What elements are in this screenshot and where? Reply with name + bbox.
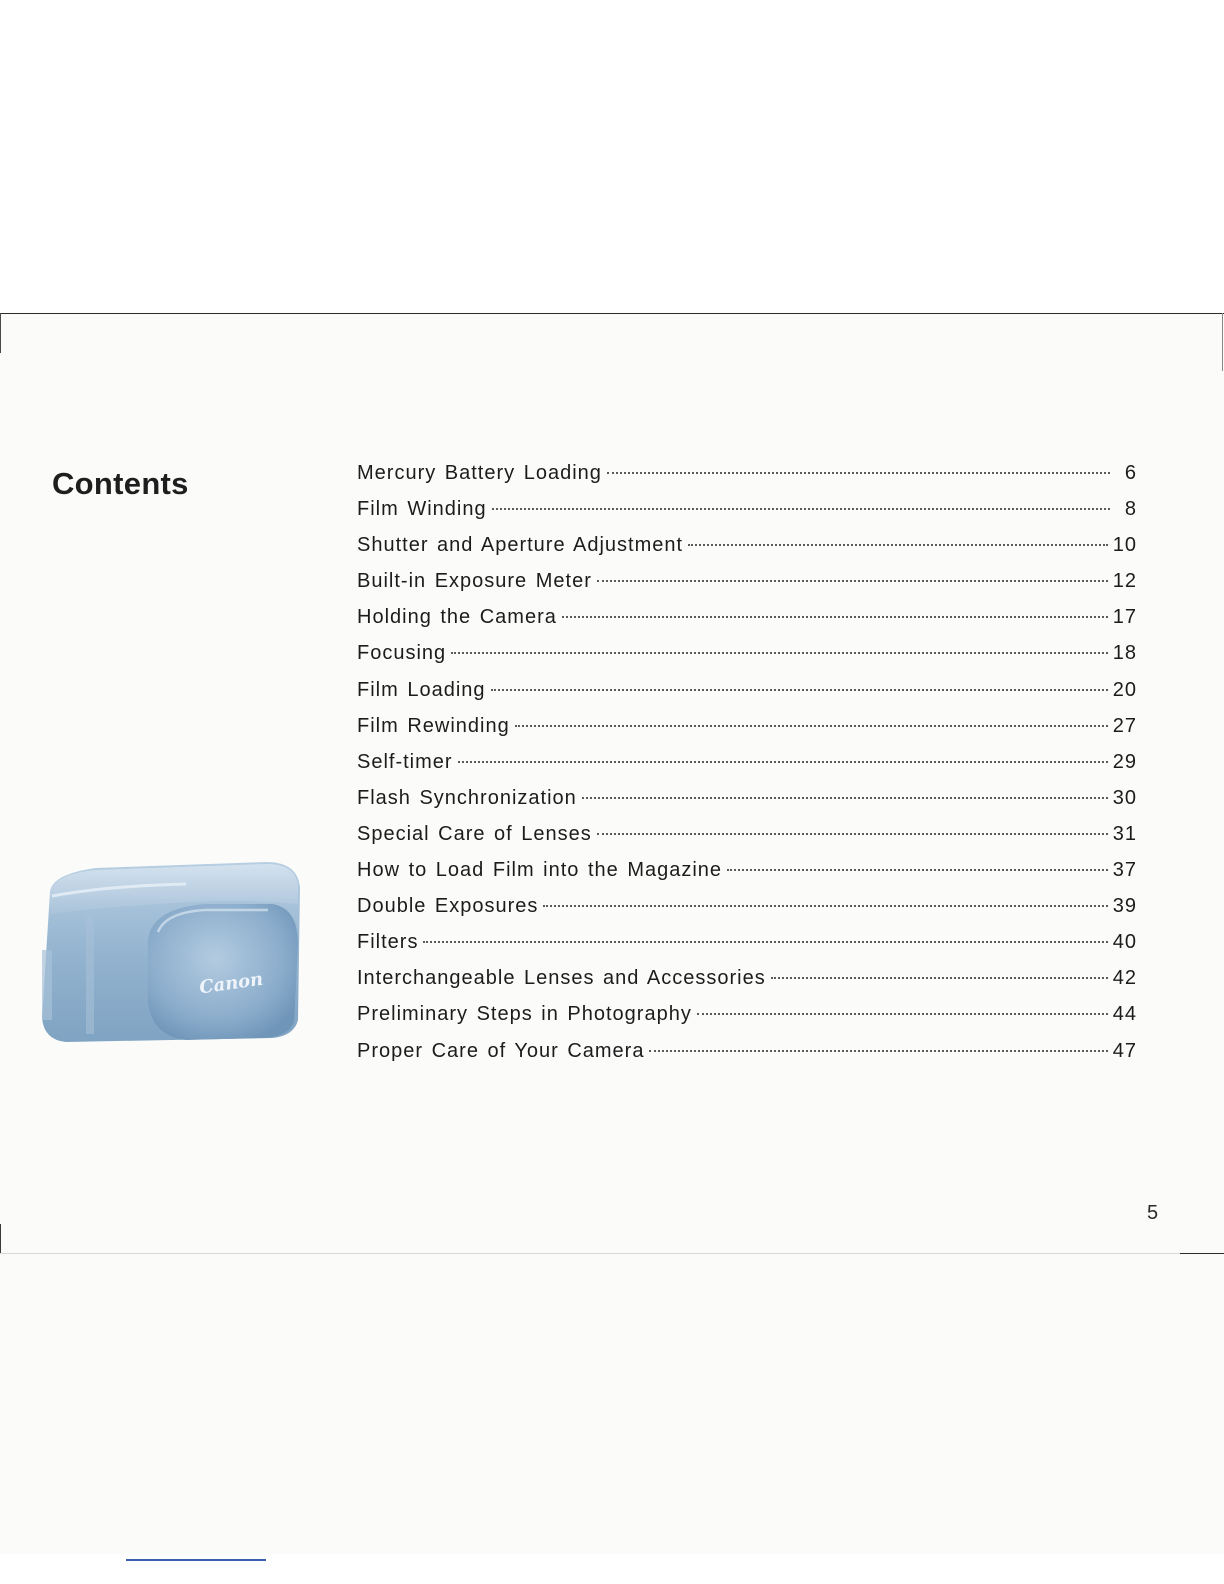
toc-entry[interactable]	[357, 642, 1137, 678]
bottom-border-line	[0, 1253, 1224, 1254]
toc-entry-page: 18	[1112, 642, 1137, 665]
toc-entry-title: Film Loading	[357, 678, 486, 701]
toc-entry-page: 30	[1112, 786, 1137, 809]
toc-entry[interactable]	[357, 895, 1137, 931]
toc-entry-title: Preliminary Steps in Photography	[357, 1003, 692, 1026]
table-of-contents	[357, 462, 1137, 1076]
toc-entry-page: 17	[1112, 606, 1137, 629]
toc-entry-title: Shutter and Aperture Adjustment	[357, 534, 684, 557]
toc-dot-leader	[697, 1013, 1108, 1015]
camera-case-photo	[36, 852, 308, 1044]
toc-entry-page: 42	[1112, 967, 1137, 990]
toc-entry[interactable]	[357, 931, 1137, 967]
toc-entry-page: 8	[1124, 498, 1137, 521]
lens-cap-shape	[148, 904, 298, 1040]
toc-entry-title: Holding the Camera	[357, 606, 557, 629]
bottom-right-corner-mark	[1180, 1253, 1224, 1254]
toc-dot-leader	[543, 905, 1107, 907]
toc-entry-page: 44	[1112, 1003, 1137, 1026]
toc-entry-title: Double Exposures	[357, 895, 539, 918]
toc-entry-page: 31	[1112, 822, 1137, 845]
toc-dot-leader	[423, 941, 1107, 943]
toc-entry[interactable]	[357, 570, 1137, 606]
page-number: 5	[1147, 1202, 1159, 1224]
toc-dot-leader	[492, 508, 1110, 510]
toc-entry-title: Interchangeable Lenses and Accessories	[357, 967, 766, 990]
toc-entry[interactable]	[357, 787, 1137, 823]
page-title: Contents	[52, 466, 189, 501]
toc-entry[interactable]	[357, 859, 1137, 895]
toc-dot-leader	[597, 580, 1108, 582]
toc-dot-leader	[727, 869, 1108, 871]
toc-entry-title: Flash Synchronization	[357, 786, 577, 809]
toc-entry-title: Focusing	[357, 642, 447, 665]
toc-entry-page: 29	[1112, 750, 1137, 773]
toc-entry-page: 47	[1112, 1039, 1137, 1062]
toc-dot-leader	[597, 833, 1108, 835]
toc-entry[interactable]	[357, 462, 1137, 498]
toc-entry[interactable]	[357, 967, 1137, 1003]
toc-entry-title: Filters	[357, 931, 419, 954]
toc-entry-page: 39	[1112, 895, 1137, 918]
toc-dot-leader	[515, 725, 1108, 727]
toc-entry-page: 12	[1112, 570, 1137, 593]
toc-entry-page: 40	[1112, 931, 1137, 954]
toc-entry[interactable]	[357, 823, 1137, 859]
toc-dot-leader	[562, 616, 1108, 618]
canon-logo: Canon	[197, 968, 265, 999]
toc-dot-leader	[582, 797, 1108, 799]
toc-dot-leader	[771, 977, 1108, 979]
toc-entry-page: 27	[1112, 714, 1137, 737]
toc-entry-page: 20	[1112, 678, 1137, 701]
right-edge-mark	[1222, 313, 1223, 371]
toc-entry[interactable]	[357, 679, 1137, 715]
toc-entry-title: Self-timer	[357, 750, 453, 773]
toc-entry-title: Film Winding	[357, 498, 487, 521]
toc-entry[interactable]	[357, 498, 1137, 534]
toc-dot-leader	[649, 1050, 1107, 1052]
toc-entry-page: 37	[1112, 859, 1137, 882]
toc-entry-page: 6	[1124, 462, 1137, 484]
bottom-blue-underline	[126, 1559, 266, 1561]
toc-entry-title: Built-in Exposure Meter	[357, 570, 592, 593]
toc-entry-title: Special Care of Lenses	[357, 822, 592, 845]
toc-dot-leader	[458, 761, 1108, 763]
toc-entry[interactable]	[357, 606, 1137, 642]
top-border-line	[0, 313, 1224, 314]
toc-entry-page: 10	[1112, 534, 1137, 557]
toc-entry[interactable]	[357, 1003, 1137, 1039]
toc-entry[interactable]	[357, 715, 1137, 751]
bottom-left-corner-mark	[0, 1224, 1, 1254]
toc-entry-title: Proper Care of Your Camera	[357, 1039, 645, 1062]
toc-dot-leader	[607, 472, 1110, 474]
toc-entry-title: How to Load Film into the Magazine	[357, 859, 723, 882]
toc-entry-title: Mercury Battery Loading	[357, 462, 602, 484]
toc-dot-leader	[451, 652, 1108, 654]
toc-dot-leader	[491, 689, 1108, 691]
toc-entry[interactable]	[357, 1040, 1137, 1076]
top-left-corner-mark	[0, 313, 1, 353]
toc-entry-title: Film Rewinding	[357, 714, 510, 737]
toc-entry[interactable]	[357, 534, 1137, 570]
toc-entry[interactable]	[357, 751, 1137, 787]
toc-dot-leader	[688, 544, 1108, 546]
